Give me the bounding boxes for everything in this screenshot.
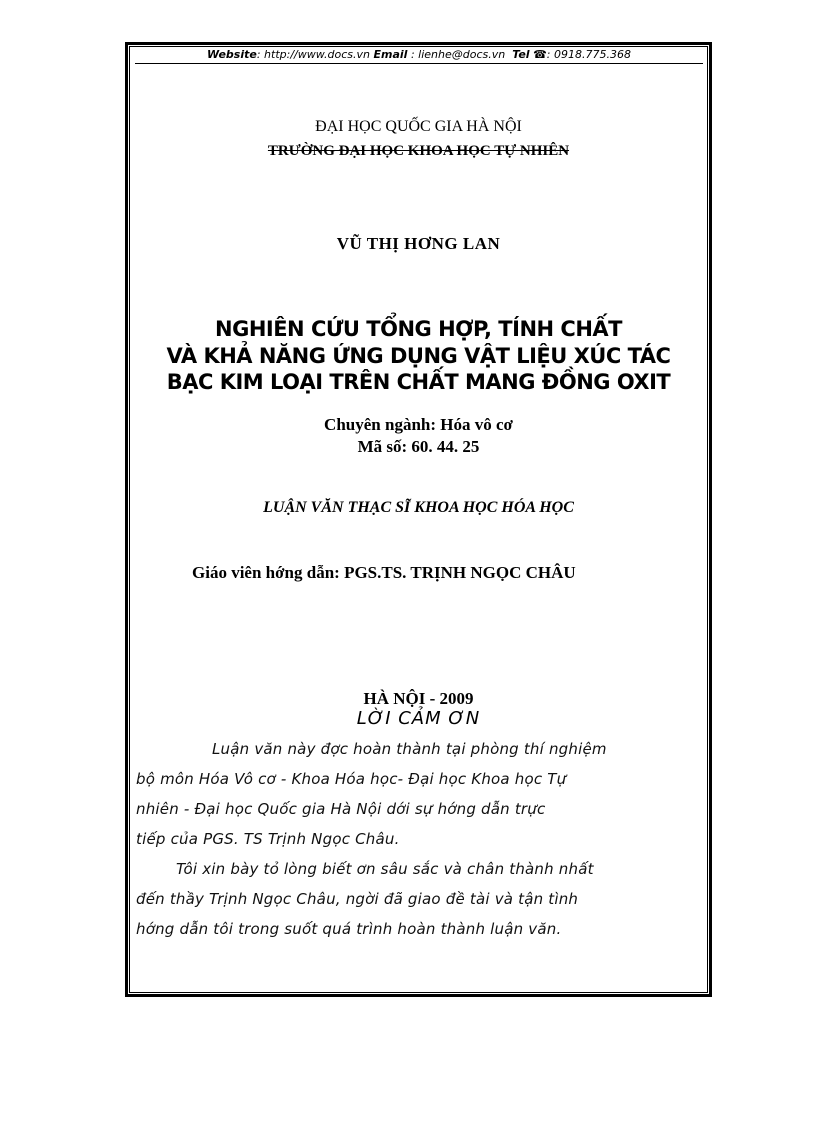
specialization: Chuyên ngành: Hóa vô cơ (324, 415, 513, 434)
author-name: VŨ THỊ HƠNG LAN (336, 234, 501, 253)
tel-value: : 0918.775.368 (546, 48, 631, 61)
acknowledgement-line: Tôi xin bày tỏ lòng biết ơn sâu sắc và chân thành nhất (176, 860, 594, 878)
program-code: Mã số: 60. 44. 25 (357, 437, 480, 456)
acknowledgement-line: nhiên - Đại học Quốc gia Hà Nội dới sự hớng dẫn trực (136, 800, 546, 818)
website-label: Website (207, 48, 257, 61)
university-name: ĐẠI HỌC QUỐC GIA HÀ NỘI (315, 118, 522, 135)
thesis-title-line-3: BẠC KIM LOẠI TRÊN CHẤT MANG ĐỒNG OXIT (166, 370, 671, 394)
degree-type: LUẬN VĂN THẠC SĨ KHOA HỌC HÓA HỌC (263, 499, 574, 516)
acknowledgement-heading: LỜI CẢM ƠN (356, 708, 481, 729)
thesis-title-line-1: NGHIÊN CỨU TỔNG HỢP, TÍNH CHẤT (215, 317, 622, 341)
acknowledgement-line: tiếp của PGS. TS Trịnh Ngọc Châu. (136, 830, 400, 848)
acknowledgement-line: hớng dẫn tôi trong suốt quá trình hoàn thành luận văn. (136, 920, 562, 938)
website-value: : http://www.docs.vn (256, 48, 371, 61)
email-label: Email (373, 48, 408, 61)
page-border-inner (129, 46, 708, 993)
phone-icon: ☎ (533, 48, 547, 61)
advisor (192, 563, 576, 583)
advisor-label: Giáo viên hớng dẫn (192, 563, 335, 582)
email-value: : lienhe@docs.vn (410, 48, 506, 61)
acknowledgement-line: bộ môn Hóa Vô cơ - Khoa Hóa học- Đại học Khoa học Tự (136, 770, 567, 788)
thesis-title-line-2: VÀ KHẢ NĂNG ỨNG DỤNG VẬT LIỆU XÚC TÁC (166, 344, 671, 368)
tel-label: Tel (512, 48, 530, 61)
acknowledgement-line: Luận văn này đợc hoàn thành tại phòng thí nghiệm (212, 740, 607, 758)
acknowledgement-line: đến thầy Trịnh Ngọc Châu, ngời đã giao đề tài và tận tình (136, 890, 579, 908)
contact-header (135, 47, 703, 64)
place-year: HÀ NỘI - 2009 (363, 689, 474, 708)
faculty-name: TRƯỜNG ĐẠI HỌC KHOA HỌC TỰ NHIÊN (267, 143, 570, 159)
advisor-name: : PGS.TS. TRỊNH NGỌC CHÂU (334, 563, 576, 582)
